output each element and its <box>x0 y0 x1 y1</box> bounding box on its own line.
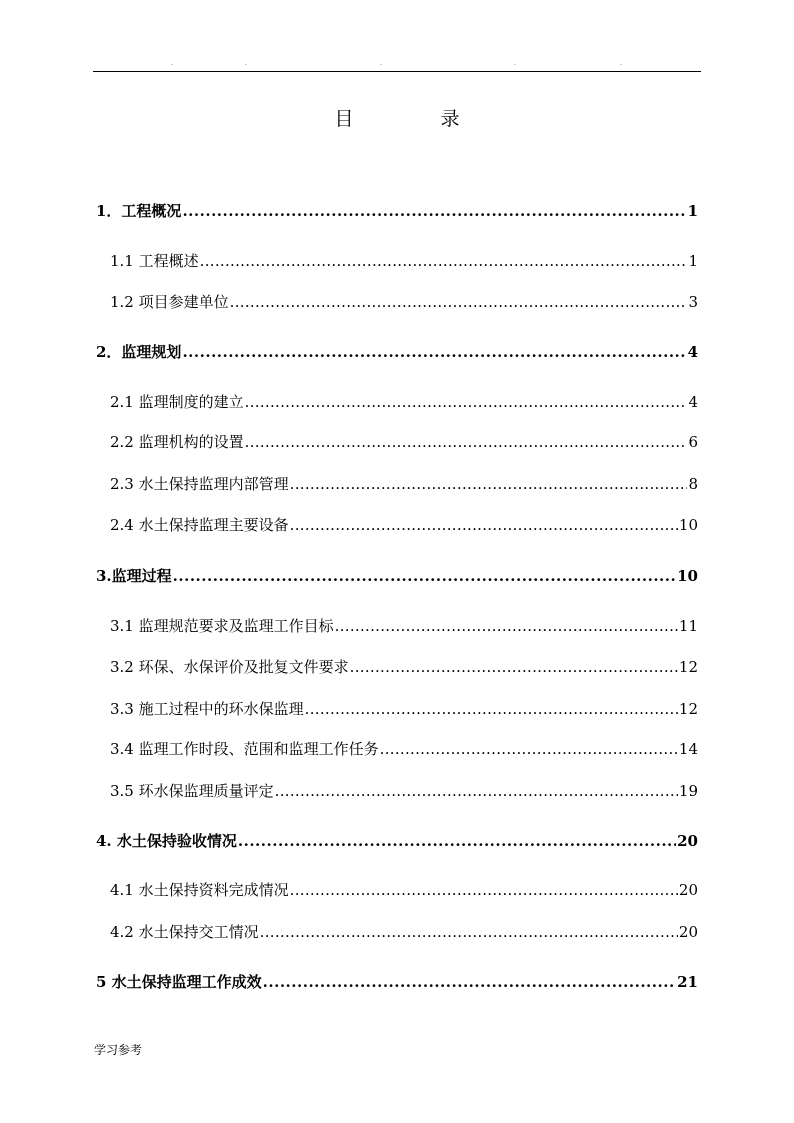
toc-entry-label: 4. 水土保持验收情况 <box>96 832 237 850</box>
toc-entry-label: 2．监理规划 <box>96 343 182 361</box>
toc-page-number: 10 <box>677 567 698 585</box>
toc-section-entry[interactable] <box>110 656 698 677</box>
toc-entry-label: 2.1 监理制度的建立 <box>110 393 244 411</box>
toc-entry-label: 2.2 监理机构的设置 <box>110 433 244 451</box>
toc-section-entry[interactable] <box>110 879 698 900</box>
toc-page-number: 10 <box>678 516 698 534</box>
toc-dot-leader <box>290 475 688 493</box>
toc-entry-label: 1.2 项目参建单位 <box>110 293 229 311</box>
toc-page-number: 20 <box>677 832 698 850</box>
toc-chapter-entry[interactable] <box>96 971 698 992</box>
toc-dot-leader <box>182 343 686 361</box>
toc-entry-label: 4.2 水土保持交工情况 <box>110 923 259 941</box>
toc-page-number: 12 <box>678 700 698 718</box>
toc-page-number: 3 <box>688 293 698 311</box>
toc-chapter-entry[interactable] <box>96 565 698 586</box>
toc-section-entry[interactable] <box>110 291 698 312</box>
toc-section-entry[interactable] <box>110 921 698 942</box>
toc-entry-label: 3.3 施工过程中的环水保监理 <box>110 700 304 718</box>
toc-page-number: 4 <box>688 393 698 411</box>
toc-dot-leader <box>200 252 688 270</box>
header-rule <box>93 71 701 72</box>
toc-section-entry[interactable] <box>110 615 698 636</box>
toc-page-number: 4 <box>687 343 698 361</box>
toc-page-number: 12 <box>678 658 698 676</box>
toc-dot-leader <box>238 832 676 850</box>
toc-dot-leader <box>245 433 688 451</box>
toc-page-number: 1 <box>688 252 698 270</box>
toc-section-entry[interactable] <box>110 698 698 719</box>
toc-dot-leader <box>335 617 678 635</box>
toc-page-number: 20 <box>678 923 698 941</box>
toc-page-number: 1 <box>687 202 698 220</box>
toc-page-number: 14 <box>678 740 698 758</box>
toc-dot-leader <box>263 973 676 991</box>
toc-chapter-entry[interactable] <box>96 830 698 851</box>
toc-entry-label: 1.1 工程概述 <box>110 252 199 270</box>
toc-dot-leader <box>275 782 678 800</box>
toc-entry-label: 3.1 监理规范要求及监理工作目标 <box>110 617 334 635</box>
toc-section-entry[interactable] <box>110 738 698 759</box>
toc-dot-leader <box>182 202 686 220</box>
toc-dot-leader <box>260 923 678 941</box>
toc-entry-label: 1．工程概况 <box>96 202 182 220</box>
toc-page-number: 8 <box>688 475 698 493</box>
toc-dot-leader <box>245 393 688 411</box>
toc-page-number: 20 <box>678 881 698 899</box>
toc-section-entry[interactable] <box>110 391 698 412</box>
toc-section-entry[interactable] <box>110 250 698 271</box>
toc-dot-leader <box>290 516 678 534</box>
toc-section-entry[interactable] <box>110 514 698 535</box>
toc-entry-label: 3.监理过程 <box>96 567 172 585</box>
toc-entry-label: 2.4 水土保持监理主要设备 <box>110 516 289 534</box>
toc-entry-label: 2.3 水土保持监理内部管理 <box>110 475 289 493</box>
toc-page-number: 6 <box>688 433 698 451</box>
toc-page-number: 19 <box>678 782 698 800</box>
toc-entry-label: 3.2 环保、水保评价及批复文件要求 <box>110 658 349 676</box>
toc-dot-leader <box>380 740 678 758</box>
toc-entry-label: 4.1 水土保持资料完成情况 <box>110 881 289 899</box>
toc-page-number: 11 <box>678 617 698 635</box>
toc-section-entry[interactable] <box>110 431 698 452</box>
toc-chapter-entry[interactable] <box>96 200 698 221</box>
toc-section-entry[interactable] <box>110 473 698 494</box>
page-title: 目 录 <box>334 108 494 130</box>
toc-dot-leader <box>230 293 688 311</box>
toc-dot-leader <box>173 567 676 585</box>
toc-dot-leader <box>305 700 678 718</box>
toc-chapter-entry[interactable] <box>96 341 698 362</box>
toc-page-number: 21 <box>677 973 698 991</box>
toc-entry-label: 3.5 环水保监理质量评定 <box>110 782 274 800</box>
toc-entry-label: 5 水土保持监理工作成效 <box>96 973 262 991</box>
toc-dot-leader <box>290 881 678 899</box>
toc-section-entry[interactable] <box>110 780 698 801</box>
toc-dot-leader <box>350 658 678 676</box>
page-footer: 学习参考 <box>94 1043 143 1057</box>
header-decoration: . . . . . <box>171 60 622 67</box>
toc-entry-label: 3.4 监理工作时段、范围和监理工作任务 <box>110 740 379 758</box>
